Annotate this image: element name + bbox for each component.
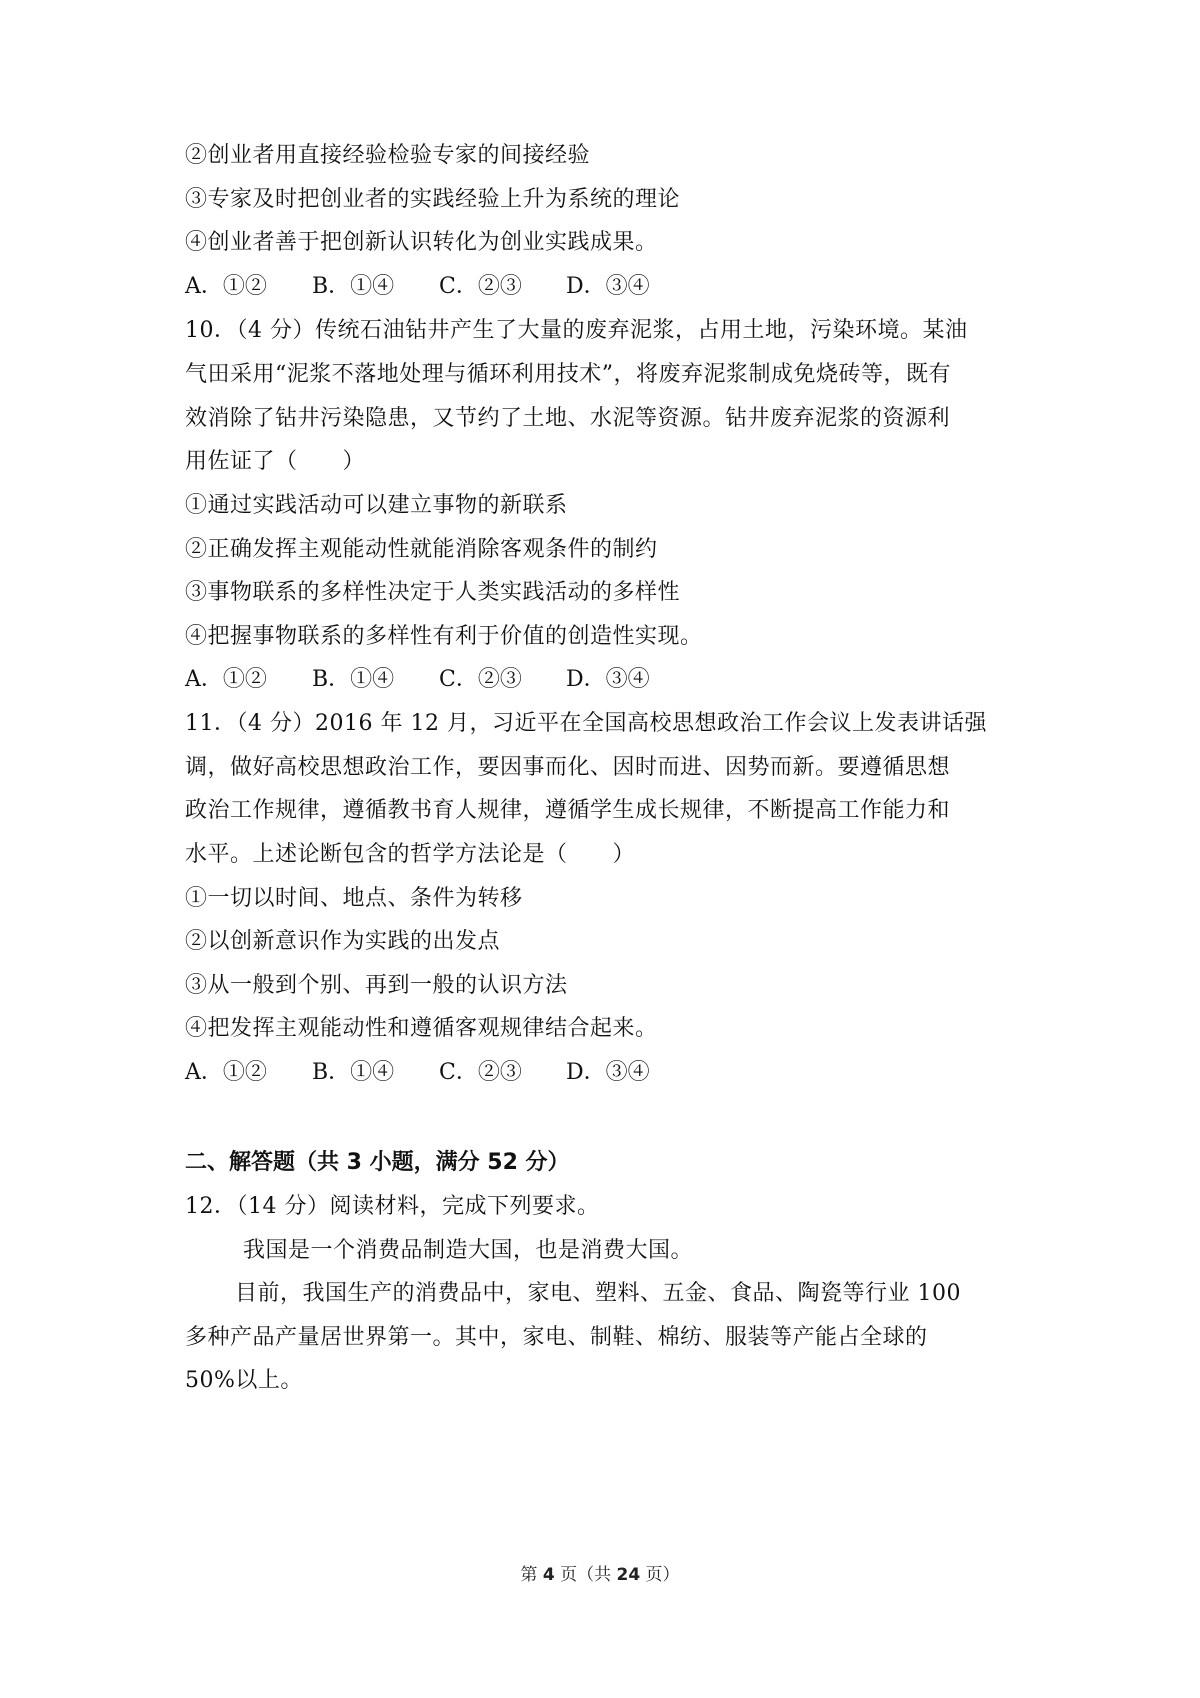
q9-option-a: A．①② xyxy=(185,274,267,299)
q10-item-2: ②正确发挥主观能动性就能消除客观条件的制约 xyxy=(185,537,658,562)
q12-paragraph-2-line-2: 多种产品产量居世界第一。其中，家电、制鞋、棉纺、服装等产能占全球的 xyxy=(185,1325,928,1350)
footer-total-pages: 24 xyxy=(616,1565,641,1585)
q9-option-b: B．①④ xyxy=(312,274,395,299)
q9-item-3: ③专家及时把创业者的实践经验上升为系统的理论 xyxy=(185,187,681,212)
q9-option-c: C．②③ xyxy=(439,274,522,299)
q10-stem-line-4: 用佐证了（ ） xyxy=(185,449,366,474)
footer-prefix: 第 xyxy=(520,1565,543,1585)
q11-stem-line-3: 政治工作规律，遵循教书育人规律，遵循学生成长规律，不断提高工作能力和 xyxy=(185,798,951,823)
q11-item-2: ②以创新意识作为实践的出发点 xyxy=(185,929,501,954)
footer-middle: 页（共 xyxy=(554,1565,617,1585)
q10-stem-line-1: 10．（4 分）传统石油钻井产生了大量的废弃泥浆，占用土地，污染环境。某油 xyxy=(185,318,968,343)
q10-option-c: C．②③ xyxy=(439,667,522,692)
q12-paragraph-2-line-1: 目前，我国生产的消费品中，家电、塑料、五金、食品、陶瓷等行业 100 xyxy=(235,1281,961,1306)
q11-item-1: ①一切以时间、地点、条件为转移 xyxy=(185,886,523,911)
q10-item-4: ④把握事物联系的多样性有利于价值的创造性实现。 xyxy=(185,624,703,649)
footer-suffix: 页） xyxy=(640,1565,680,1585)
q11-stem-line-4: 水平。上述论断包含的哲学方法论是（ ） xyxy=(185,842,636,867)
q11-item-3: ③从一般到个别、再到一般的认识方法 xyxy=(185,973,568,998)
q12-stem: 12．（14 分）阅读材料，完成下列要求。 xyxy=(185,1194,600,1219)
q9-item-4: ④创业者善于把创新认识转化为创业实践成果。 xyxy=(185,230,658,255)
q10-stem-line-2: 气田采用“泥浆不落地处理与循环利用技术”，将废弃泥浆制成免烧砖等，既有 xyxy=(185,362,951,387)
section-heading: 二、解答题（共 3 小题，满分 52 分） xyxy=(185,1150,570,1175)
q10-item-3: ③事物联系的多样性决定于人类实践活动的多样性 xyxy=(185,580,681,605)
q10-stem-line-3: 效消除了钻井污染隐患，又节约了土地、水泥等资源。钻井废弃泥浆的资源利 xyxy=(185,406,951,431)
q12-paragraph-2-line-3: 50%以上。 xyxy=(185,1368,303,1393)
q11-stem-line-2: 调，做好高校思想政治工作，要因事而化、因时而进、因势而新。要遵循思想 xyxy=(185,755,951,780)
q11-item-4: ④把发挥主观能动性和遵循客观规律结合起来。 xyxy=(185,1016,658,1041)
page-footer xyxy=(0,1564,1200,1586)
footer-page-number: 4 xyxy=(542,1565,555,1585)
q11-option-d: D．③④ xyxy=(566,1060,650,1085)
q9-option-d: D．③④ xyxy=(566,274,650,299)
q9-item-2: ②创业者用直接经验检验专家的间接经验 xyxy=(185,143,591,168)
q11-stem-line-1: 11．（4 分）2016 年 12 月，习近平在全国高校思想政治工作会议上发表讲话强 xyxy=(185,711,987,736)
q12-paragraph-1: 我国是一个消费品制造大国，也是消费大国。 xyxy=(243,1238,694,1263)
q10-item-1: ①通过实践活动可以建立事物的新联系 xyxy=(185,493,568,518)
q10-option-d: D．③④ xyxy=(566,667,650,692)
q11-option-b: B．①④ xyxy=(312,1060,395,1085)
q10-option-b: B．①④ xyxy=(312,667,395,692)
q11-option-a: A．①② xyxy=(185,1060,267,1085)
q11-option-c: C．②③ xyxy=(439,1060,522,1085)
q10-option-a: A．①② xyxy=(185,667,267,692)
